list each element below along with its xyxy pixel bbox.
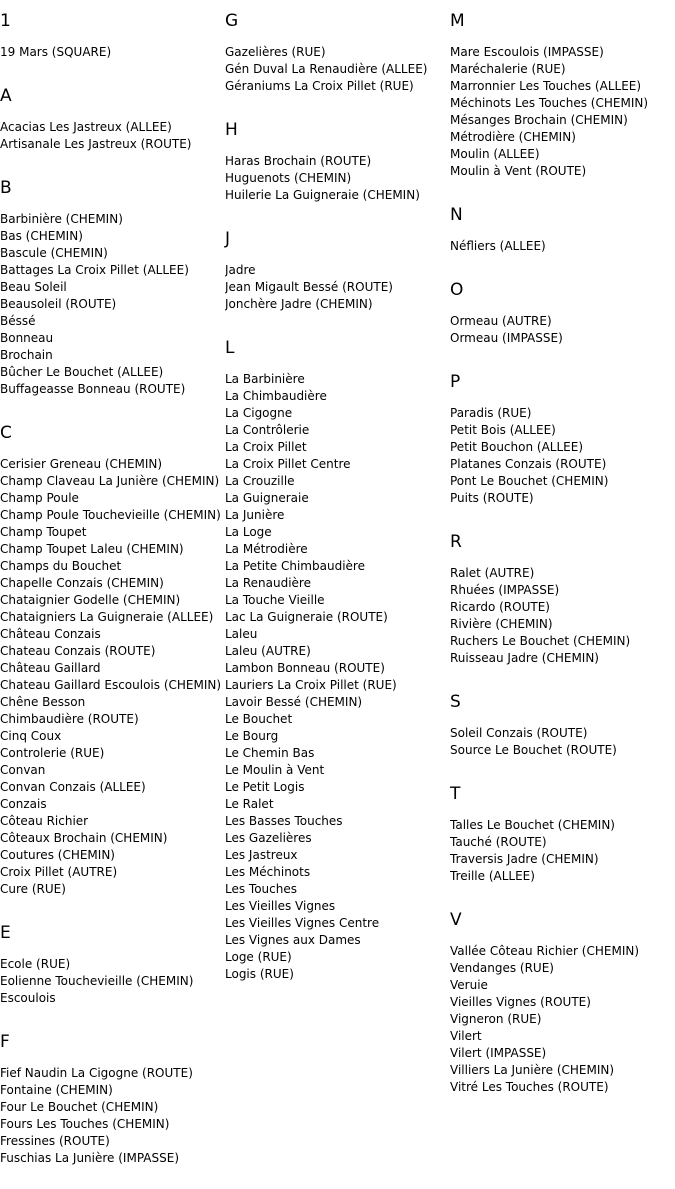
street-name: Ruisseau Jadre (CHEMIN) [450,651,599,665]
street-name: Lavoir Bessé (CHEMIN) [225,695,363,709]
street-name: Petit Bouchon (ALLEE) [450,440,584,454]
street-name: Vieilles Vignes (ROUTE) [450,995,591,1009]
street-name: Les Gazelières [225,831,312,845]
street-name: La Croix Pillet [225,440,307,454]
street-name: La Métrodière [225,542,308,556]
street-name: Bonneau [0,331,54,345]
street-name: Acacias Les Jastreux (ALLEE) [0,120,172,134]
street-name: Huilerie La Guigneraie (CHEMIN) [225,188,420,202]
letter-section [450,277,674,347]
street-name: Talles Le Bouchet (CHEMIN) [450,818,615,832]
street-name: Les Jastreux [225,848,298,862]
street-name: Champ Toupet [0,525,87,539]
street-name: Jean Migault Bessé (ROUTE) [225,280,393,294]
street-list [0,119,224,153]
street-name: Veruie [450,978,488,992]
letter-section [450,781,674,885]
street-name: Rivière (CHEMIN) [450,617,553,631]
street-name: Beausoleil (ROUTE) [0,297,117,311]
street-name: Maréchalerie (RUE) [450,62,566,76]
street-name: Moulin (ALLEE) [450,147,540,161]
street-name: Le Petit Logis [225,780,305,794]
street-name: Marronnier Les Touches (ALLEE) [450,79,642,93]
street-name: Eolienne Touchevieille (CHEMIN) [0,974,194,988]
street-list [225,262,449,313]
street-name: Champs du Bouchet [0,559,122,573]
street-name: Controlerie (RUE) [0,746,105,760]
street-name: Les Touches [225,882,297,896]
section-letter-heading: S [450,692,461,712]
section-letter-heading: R [450,532,462,552]
street-list [450,943,674,1096]
street-name: Côteaux Brochain (CHEMIN) [0,831,168,845]
street-name: Lauriers La Croix Pillet (RUE) [225,678,397,692]
street-name: La Petite Chimbaudière [225,559,365,573]
street-name: Vilert (IMPASSE) [450,1046,547,1060]
street-index-column-1 [0,8,224,1189]
letter-section [0,8,224,61]
section-letter-heading: B [0,178,12,198]
letter-section [225,335,449,983]
street-list [225,371,449,983]
street-name: Le Bouchet [225,712,293,726]
street-name: Loge (RUE) [225,950,292,964]
street-name: Les Basses Touches [225,814,343,828]
street-name: Fief Naudin La Cigogne (ROUTE) [0,1066,193,1080]
street-name: Escoulois [0,991,56,1005]
street-name: La Contrôlerie [225,423,310,437]
street-name: Vitré Les Touches (ROUTE) [450,1080,609,1094]
street-name: Le Bourg [225,729,279,743]
street-name: Lambon Bonneau (ROUTE) [225,661,385,675]
street-name: Métrodière (CHEMIN) [450,130,576,144]
street-name: Ralet (AUTRE) [450,566,535,580]
section-letter-heading: 1 [0,11,11,31]
street-name: Chateau Conzais (ROUTE) [0,644,156,658]
street-name: Bûcher Le Bouchet (ALLEE) [0,365,164,379]
street-name: Ruchers Le Bouchet (CHEMIN) [450,634,631,648]
street-name: Les Méchinots [225,865,311,879]
street-list [0,211,224,398]
street-name: Cinq Coux [0,729,62,743]
street-list [450,44,674,180]
street-name: Les Vignes aux Dames [225,933,361,947]
street-name: Petit Bois (ALLEE) [450,423,556,437]
letter-section [450,689,674,759]
street-name: Chataignier Godelle (CHEMIN) [0,593,181,607]
letter-section [0,83,224,153]
street-name: Côteau Richier [0,814,89,828]
street-name: Puits (ROUTE) [450,491,534,505]
street-list [450,725,674,759]
street-name: Four Le Bouchet (CHEMIN) [0,1100,159,1114]
section-letter-heading: F [0,1032,10,1052]
street-name: Jadre [225,263,256,277]
letter-section [450,907,674,1096]
street-list [450,817,674,885]
section-letter-heading: L [225,338,235,358]
section-letter-heading: M [450,11,465,31]
street-list [225,44,449,95]
street-list [450,238,674,255]
letter-section [450,202,674,255]
street-name: Géraniums La Croix Pillet (RUE) [225,79,414,93]
section-letter-heading: N [450,205,463,225]
street-name: Convan [0,763,46,777]
street-name: Vilert [450,1029,482,1043]
street-name: Vigneron (RUE) [450,1012,542,1026]
street-name: Lac La Guigneraie (ROUTE) [225,610,388,624]
street-name: Buffageasse Bonneau (ROUTE) [0,382,186,396]
letter-section [450,369,674,507]
street-name: Vendanges (RUE) [450,961,554,975]
street-name: Soleil Conzais (ROUTE) [450,726,588,740]
street-name: Béssé [0,314,36,328]
street-name: La Chimbaudière [225,389,327,403]
letter-section [0,1029,224,1167]
street-index-column-3 [450,8,674,1118]
street-name: Haras Brochain (ROUTE) [225,154,372,168]
street-name: Pont Le Bouchet (CHEMIN) [450,474,609,488]
street-name: Fontaine (CHEMIN) [0,1083,113,1097]
street-name: Champ Toupet Laleu (CHEMIN) [0,542,184,556]
street-name: Laleu (AUTRE) [225,644,311,658]
section-letter-heading: O [450,280,464,300]
letter-section [225,226,449,313]
letter-section [225,8,449,95]
section-letter-heading: T [450,784,461,804]
street-name: Source Le Bouchet (ROUTE) [450,743,617,757]
street-name: Ormeau (IMPASSE) [450,331,563,345]
street-name: Cure (RUE) [0,882,66,896]
street-name: La Junière [225,508,285,522]
street-name: Laleu [225,627,258,641]
street-name: Chapelle Conzais (CHEMIN) [0,576,164,590]
street-name: Battages La Croix Pillet (ALLEE) [0,263,189,277]
street-name: Treille (ALLEE) [450,869,535,883]
street-name: Chimbaudière (ROUTE) [0,712,139,726]
letter-section [0,920,224,1007]
section-letter-heading: J [225,229,231,249]
street-name: La Crouzille [225,474,295,488]
street-name: La Guigneraie [225,491,309,505]
street-name: Fressines (ROUTE) [0,1134,110,1148]
section-letter-heading: H [225,120,238,140]
street-name: Beau Soleil [0,280,67,294]
letter-section [0,420,224,898]
street-list [0,956,224,1007]
section-letter-heading: G [225,11,239,31]
street-name: La Croix Pillet Centre [225,457,351,471]
letter-section [225,117,449,204]
street-name: Logis (RUE) [225,967,294,981]
street-name: Coutures (CHEMIN) [0,848,115,862]
street-name: Fours Les Touches (CHEMIN) [0,1117,170,1131]
street-name: Champ Poule Touchevieille (CHEMIN) [0,508,221,522]
street-name: Ormeau (AUTRE) [450,314,552,328]
section-letter-heading: C [0,423,12,443]
street-name: Artisanale Les Jastreux (ROUTE) [0,137,192,151]
street-name: La Cigogne [225,406,293,420]
street-list [450,405,674,507]
street-name: Barbinière (CHEMIN) [0,212,123,226]
street-name: Les Vieilles Vignes Centre [225,916,380,930]
street-name: La Loge [225,525,272,539]
street-name: Champ Claveau La Junière (CHEMIN) [0,474,220,488]
street-name: Chateau Gaillard Escoulois (CHEMIN) [0,678,222,692]
street-name: La Renaudière [225,576,311,590]
street-name: Rhuées (IMPASSE) [450,583,560,597]
street-name: Cerisier Greneau (CHEMIN) [0,457,163,471]
street-name: Ricardo (ROUTE) [450,600,550,614]
street-name: Mare Escoulois (IMPASSE) [450,45,604,59]
street-name: 19 Mars (SQUARE) [0,45,112,59]
street-name: Villiers La Junière (CHEMIN) [450,1063,615,1077]
street-name: Tauché (ROUTE) [450,835,547,849]
street-list [0,456,224,898]
street-name: Château Conzais [0,627,101,641]
section-letter-heading: P [450,372,461,392]
street-name: Conzais [0,797,47,811]
street-name: La Barbinière [225,372,305,386]
street-name: Mésanges Brochain (CHEMIN) [450,113,628,127]
street-list [0,1065,224,1167]
street-list [225,153,449,204]
street-name: Château Gaillard [0,661,101,675]
street-list [450,565,674,667]
section-letter-heading: V [450,910,462,930]
street-name: Vallée Côteau Richier (CHEMIN) [450,944,640,958]
street-name: Méchinots Les Touches (CHEMIN) [450,96,649,110]
street-name: Moulin à Vent (ROUTE) [450,164,587,178]
street-name: Huguenots (CHEMIN) [225,171,352,185]
street-name: La Touche Vieille [225,593,325,607]
street-list [0,44,224,61]
street-name: Bas (CHEMIN) [0,229,83,243]
letter-section [450,529,674,667]
street-name: Le Moulin à Vent [225,763,325,777]
street-list [450,313,674,347]
street-name: Paradis (RUE) [450,406,532,420]
street-name: Gazelières (RUE) [225,45,326,59]
street-name: Néfliers (ALLEE) [450,239,546,253]
street-name: Le Chemin Bas [225,746,315,760]
street-name: Chataigniers La Guigneraie (ALLEE) [0,610,214,624]
street-name: Le Ralet [225,797,274,811]
street-name: Brochain [0,348,53,362]
street-name: Convan Conzais (ALLEE) [0,780,146,794]
street-name: Champ Poule [0,491,79,505]
street-name: Jonchère Jadre (CHEMIN) [225,297,373,311]
section-letter-heading: E [0,923,11,943]
street-name: Ecole (RUE) [0,957,71,971]
street-name: Fuschias La Junière (IMPASSE) [0,1151,179,1165]
street-name: Platanes Conzais (ROUTE) [450,457,607,471]
street-name: Croix Pillet (AUTRE) [0,865,118,879]
street-name: Chêne Besson [0,695,86,709]
letter-section [450,8,674,180]
letter-section [0,175,224,398]
street-name: Bascule (CHEMIN) [0,246,108,260]
street-name: Les Vieilles Vignes [225,899,336,913]
street-index-column-2 [225,8,449,1005]
street-name: Traversis Jadre (CHEMIN) [450,852,599,866]
street-name: Gén Duval La Renaudière (ALLEE) [225,62,428,76]
section-letter-heading: A [0,86,12,106]
